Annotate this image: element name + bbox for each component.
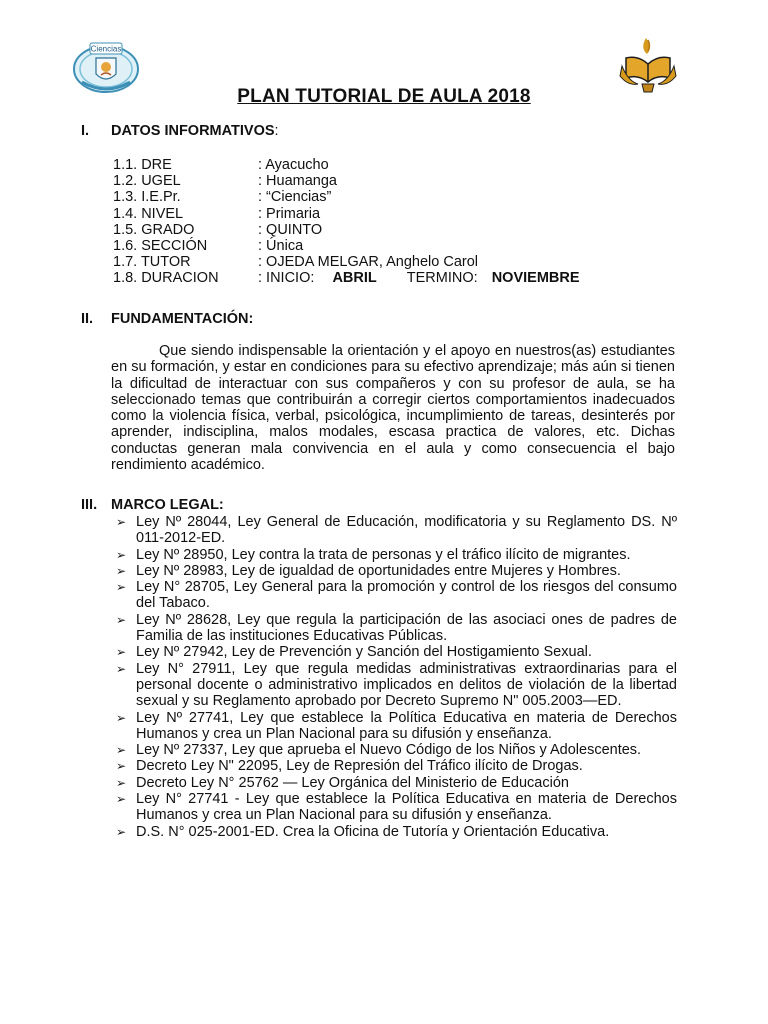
list-item xyxy=(116,775,677,791)
section-heading-datos xyxy=(81,123,279,139)
data-key: 1.3. I.E.Pr. xyxy=(113,189,181,206)
data-value: : QUINTO xyxy=(258,221,323,238)
arrow-bullet-icon: ➢ xyxy=(116,645,127,660)
duracion-row xyxy=(113,270,580,286)
section-number: II. xyxy=(81,311,94,327)
list-item-text: Ley Nº 28628, Ley que regula la participación de las asociaci ones de padres de Familia de las instituciones Educativas Públicas. xyxy=(136,611,677,645)
list-item xyxy=(116,758,677,774)
list-item-text: Decreto Ley N" 22095, Ley de Represión del Tráfico ilícito de Drogas. xyxy=(136,758,583,775)
list-item xyxy=(116,742,677,758)
data-value: : Única xyxy=(258,238,304,255)
list-item-text: Ley N° 27911, Ley que regula medidas administrativas extraordinarias para el personal docente o administrativo implicados en delitos de violación de la libertad sexual y su Reglamento aprobado por Decreto Supremo N" 005.2003—ED. xyxy=(136,660,677,710)
arrow-bullet-icon: ➢ xyxy=(116,759,127,774)
data-key: 1.4. NIVEL xyxy=(113,205,184,222)
list-item-text: Ley Nº 28044, Ley General de Educación, modificatoria y su Reglamento DS. Nº 011-2012-ED. xyxy=(136,514,677,547)
data-value: : Huamanga xyxy=(258,173,337,190)
data-key: 1.5. GRADO xyxy=(113,221,195,238)
data-row xyxy=(113,222,580,238)
arrow-bullet-icon: ➢ xyxy=(116,743,127,758)
data-key: 1.6. SECCIÓN xyxy=(113,238,208,255)
arrow-bullet-icon: ➢ xyxy=(116,792,127,807)
data-key: 1.1. DRE xyxy=(113,157,172,173)
list-item xyxy=(116,563,677,579)
list-item-text: Ley N° 27741 - Ley que establece la Política Educativa en materia de Derechos Humanos y crea un Plan Nacional para su difusión y enseñanza. xyxy=(136,791,677,824)
section-colon: : xyxy=(274,123,279,139)
marco-legal-list xyxy=(116,514,677,840)
arrow-bullet-icon: ➢ xyxy=(116,580,127,595)
data-key: 1.8. DURACION xyxy=(113,270,219,287)
arrow-bullet-icon: ➢ xyxy=(116,612,127,627)
list-item xyxy=(116,612,677,645)
section-title: MARCO LEGAL: xyxy=(111,497,224,513)
svg-text:Ciencias: Ciencias xyxy=(90,44,122,54)
list-item xyxy=(116,824,677,840)
arrow-bullet-icon: ➢ xyxy=(116,824,127,839)
data-row xyxy=(113,254,580,270)
list-item xyxy=(116,547,677,563)
data-row xyxy=(113,238,580,254)
data-row xyxy=(113,157,580,173)
arrow-bullet-icon: ➢ xyxy=(116,710,127,725)
list-item-text: Ley Nº 27942, Ley de Prevención y Sanción del Hostigamiento Sexual. xyxy=(136,644,592,661)
list-item xyxy=(116,579,677,612)
list-item-text: D.S. N° 025-2001-ED. Crea la Oficina de Tutoría y Orientación Educativa. xyxy=(136,823,610,840)
list-item xyxy=(116,644,677,660)
section-title: DATOS INFORMATIVOS xyxy=(111,123,275,139)
section-number: III. xyxy=(81,497,98,513)
data-row xyxy=(113,189,580,205)
list-item-text: Ley Nº 27741, Ley que establece la Política Educativa en materia de Derechos Humanos y crea un Plan Nacional para su difusión y enseñanza. xyxy=(136,709,677,742)
data-row xyxy=(113,173,580,189)
arrow-bullet-icon: ➢ xyxy=(116,661,127,676)
section-title: FUNDAMENTACIÓN: xyxy=(111,311,254,327)
arrow-bullet-icon: ➢ xyxy=(116,775,127,790)
list-item-text: Ley Nº 27337, Ley que aprueba el Nuevo Código de los Niños y Adolescentes. xyxy=(136,742,642,759)
arrow-bullet-icon: ➢ xyxy=(116,547,127,562)
list-item xyxy=(116,514,677,547)
list-item-text: Ley Nº 28983, Ley de igualdad de oportunidades entre Mujeres y Hombres. xyxy=(136,562,621,579)
section-number: I. xyxy=(81,123,90,139)
list-item-text: Ley Nº 28950, Ley contra la trata de personas y el tráfico ilícito de migrantes. xyxy=(136,546,631,563)
datos-informativos-list xyxy=(113,157,580,287)
section-heading-fundamentacion xyxy=(81,311,253,327)
data-key: 1.7. TUTOR xyxy=(113,254,191,271)
data-row xyxy=(113,206,580,222)
termino-label: TERMINO: xyxy=(406,270,478,287)
list-item-text: Ley N° 28705, Ley General para la promoción y control de los riesgos del consumo del Tabaco. xyxy=(136,579,677,612)
inicio-value: ABRIL xyxy=(332,270,377,287)
arrow-bullet-icon: ➢ xyxy=(116,563,127,578)
arrow-bullet-icon: ➢ xyxy=(116,515,127,529)
list-item xyxy=(116,791,677,824)
list-item xyxy=(116,710,677,743)
list-item-text: Decreto Ley N° 25762 — Ley Orgánica del Ministerio de Educación xyxy=(136,774,569,791)
termino-value: NOVIEMBRE xyxy=(491,270,580,287)
duracion-value xyxy=(258,270,580,286)
data-value: : Ayacucho xyxy=(258,157,329,173)
list-item xyxy=(116,661,677,710)
fundamentacion-paragraph: Que siendo indispensable la orientación y el apoyo en nuestros(as) estudiantes en su formación, y estar en condiciones para su efectivo aprendizaje; más aún si tienen la dificultad de interactuar con sus compañeros y con su profesor de aula, se ha seleccionado temas que contribuirán a corregir ciertos comportamientos inadecuados como la violencia física, verbal, psicológica, incumplimiento de tareas, desinterés por aprender, indisciplina, malos modales, escasa practica de valores, etc. Dichas conductas generan mala convivencia en el aula y como consecuencia el bajo rendimiento académico. xyxy=(111,343,675,474)
data-value: : “Ciencias” xyxy=(258,189,332,206)
data-value: : Primaria xyxy=(258,205,321,222)
inicio-label: : INICIO: xyxy=(258,270,315,287)
section-heading-marco-legal xyxy=(81,497,224,513)
data-value: : OJEDA MELGAR, Anghelo Carol xyxy=(258,254,479,271)
data-key: 1.2. UGEL xyxy=(113,173,181,190)
page-title: PLAN TUTORIAL DE AULA 2018 xyxy=(237,86,531,107)
